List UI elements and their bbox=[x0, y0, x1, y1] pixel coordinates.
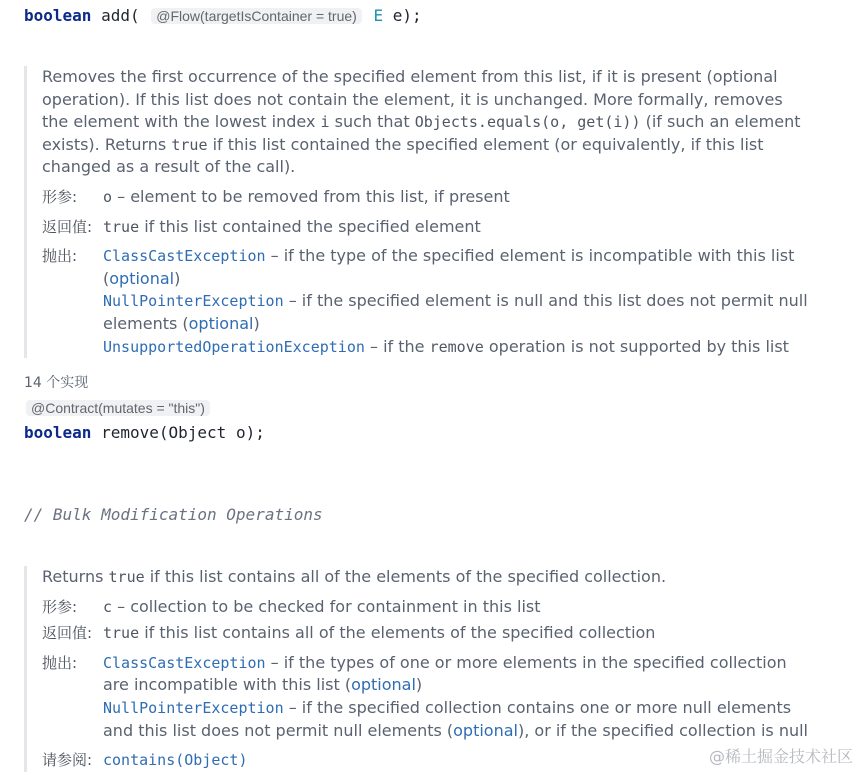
optional-link[interactable]: optional bbox=[453, 720, 518, 740]
throws-item bbox=[103, 652, 812, 697]
see-also-label: 请参阅: bbox=[42, 751, 93, 770]
returns-text: if this list contains all of the elements of the specified collection bbox=[139, 623, 656, 643]
throws-code: remove bbox=[429, 337, 484, 356]
returns-label: 返回值: bbox=[42, 624, 93, 643]
remove-description bbox=[42, 66, 812, 179]
throws-row bbox=[42, 652, 812, 742]
exception-link[interactable]: UnsupportedOperationException bbox=[103, 337, 365, 356]
param-code: c bbox=[103, 597, 113, 616]
desc-text: such that bbox=[329, 112, 415, 132]
throws-item bbox=[103, 697, 812, 742]
desc-code: true bbox=[108, 568, 145, 586]
throws-label: 抛出: bbox=[42, 653, 78, 672]
throws-item bbox=[103, 336, 812, 359]
returns-row bbox=[42, 216, 812, 239]
params-label: 形参: bbox=[42, 187, 78, 206]
params-row bbox=[42, 186, 812, 209]
throws-text: – if the type of the specified element is incompatible with this list ( bbox=[103, 246, 795, 288]
throws-item bbox=[103, 245, 812, 290]
returns-row bbox=[42, 622, 812, 645]
implementations-count[interactable]: 14 个实现 bbox=[24, 375, 89, 391]
throws-text: ) bbox=[415, 675, 423, 695]
throws-text: ) bbox=[253, 313, 260, 333]
returns-text: if this list contained the specified element bbox=[139, 216, 481, 236]
desc-text: if this list contains all of the elements of the specified collection. bbox=[144, 567, 667, 586]
throws-text: ) bbox=[174, 268, 181, 288]
throws-text: – if the specified collection contains one or more null elements and this list does not permit null elements ( bbox=[103, 697, 792, 740]
throws-text: ), or if the specified collection is null bbox=[517, 720, 808, 740]
remove-method-signature bbox=[24, 423, 265, 442]
returns-label: 返回值: bbox=[42, 217, 93, 236]
throws-item bbox=[103, 290, 812, 335]
param-code: o bbox=[103, 187, 113, 206]
exception-link[interactable]: NullPointerException bbox=[103, 698, 284, 717]
add-method-signature bbox=[24, 6, 422, 25]
type-param[interactable]: E bbox=[373, 6, 384, 25]
throws-label: 抛出: bbox=[42, 247, 78, 266]
returns-code: true bbox=[103, 624, 140, 643]
exception-link[interactable]: NullPointerException bbox=[103, 292, 284, 311]
param-text: – collection to be checked for containment in this list bbox=[112, 596, 541, 616]
see-also-link[interactable]: contains(Object) bbox=[103, 751, 248, 770]
throws-row bbox=[42, 245, 812, 358]
method-name[interactable]: add( bbox=[101, 6, 140, 25]
containsall-description bbox=[42, 566, 812, 589]
optional-link[interactable]: optional bbox=[109, 268, 175, 288]
throws-text: – if the types of one or more elements in the specified collection are incompatible with this list ( bbox=[103, 652, 787, 695]
method-declaration[interactable]: remove(Object o); bbox=[101, 423, 265, 442]
params-label: 形参: bbox=[42, 597, 78, 616]
contract-annotation-line bbox=[24, 398, 212, 417]
code-comment: // Bulk Modification Operations bbox=[24, 505, 323, 524]
remove-javadoc bbox=[24, 66, 812, 358]
optional-link[interactable]: optional bbox=[188, 313, 254, 333]
desc-text: Returns bbox=[42, 567, 109, 586]
throws-text: operation is not supported by this list bbox=[483, 336, 789, 356]
keyword: boolean bbox=[24, 6, 92, 25]
desc-code: Objects.equals(o, get(i)) bbox=[414, 113, 641, 132]
throws-text: – if the bbox=[364, 336, 430, 356]
keyword: boolean bbox=[24, 423, 92, 442]
desc-code: true bbox=[171, 135, 208, 154]
returns-code: true bbox=[103, 217, 140, 236]
flow-annotation[interactable]: @Flow(targetIsContainer = true) bbox=[151, 8, 362, 24]
containsall-javadoc bbox=[24, 566, 812, 772]
param-rest: e); bbox=[392, 6, 422, 25]
exception-link[interactable]: ClassCastException bbox=[103, 653, 266, 672]
watermark: @稀土掘金技术社区 bbox=[708, 747, 853, 766]
params-row bbox=[42, 596, 812, 619]
contract-annotation[interactable]: @Contract(mutates = "this") bbox=[26, 400, 210, 416]
desc-text: if this list contained the specified element (or equivalently, if this list changed as a result of the call). bbox=[42, 134, 764, 177]
param-text: – element to be removed from this list, if present bbox=[112, 186, 510, 206]
desc-code: i bbox=[320, 113, 330, 132]
desc-text: (if such an element exists). Returns bbox=[42, 112, 801, 154]
throws-text: – if the specified element is null and this list does not permit null elements ( bbox=[103, 291, 808, 333]
exception-link[interactable]: ClassCastException bbox=[103, 247, 266, 266]
optional-link[interactable]: optional bbox=[351, 675, 416, 695]
desc-text: Removes the first occurrence of the specified element from this list, if it is present (optional operation). If this list does not contain the element, it is unchanged. More formally, removes the element with the lowest index bbox=[42, 67, 783, 132]
see-also-row bbox=[42, 749, 812, 772]
